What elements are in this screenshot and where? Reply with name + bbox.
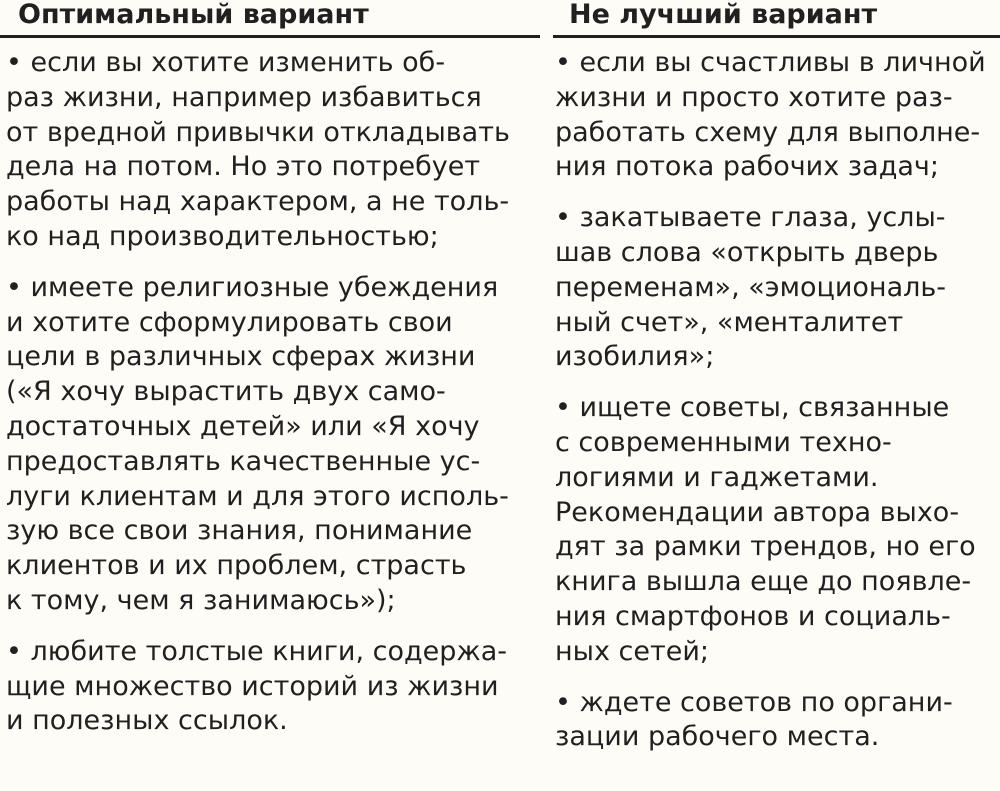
column-not-best xyxy=(553,0,1000,791)
list-item: • ищете советы, связанные с современными техно- логиями и гаджетами. Рекомендации автора выхо- дят за рамки трендов, но его книга вышла еще до появле- ния смартфонов и социаль- ных сетей; xyxy=(555,392,976,667)
optimal-list xyxy=(0,38,540,739)
column-header-optimal: Оптимальный вариант xyxy=(0,0,540,38)
not-best-list xyxy=(553,38,1000,755)
column-divider xyxy=(546,0,547,791)
list-item: • если вы хотите изменить об- раз жизни, например избавиться от вредной привычки откладывать дела на потом. Но это потребует работы над характером, а не толь- ко над производительностью; xyxy=(6,47,510,252)
list-item: • имеете религиозные убеждения и хотите сформулировать свои цели в различных сферах жизни («Я хочу вырастить двух само- достаточных детей» или «Я хочу предоставлять качественные ус- луги клиентам и для этого исполь- зую все свои знания, понимание клиентов и их проблем, страсть к тому, чем я занимаюсь»); xyxy=(6,271,509,616)
list-item: • любите толстые книги, содержа- щие множество историй из жизни и полезных ссылок. xyxy=(6,635,508,737)
list-item: • закатываете глаза, услы- шав слова «открыть дверь переменам», «эмоциональ- ный счет», «менталитет изобилия»; xyxy=(555,202,947,373)
column-header-not-best: Не лучший вариант xyxy=(553,0,1000,38)
list-item: • ждете советов по органи- зации рабочего места. xyxy=(555,686,953,753)
list-item: • если вы счастливы в личной жизни и просто хотите раз- работать схему для выполне- ния потока рабочих задач; xyxy=(555,47,986,183)
